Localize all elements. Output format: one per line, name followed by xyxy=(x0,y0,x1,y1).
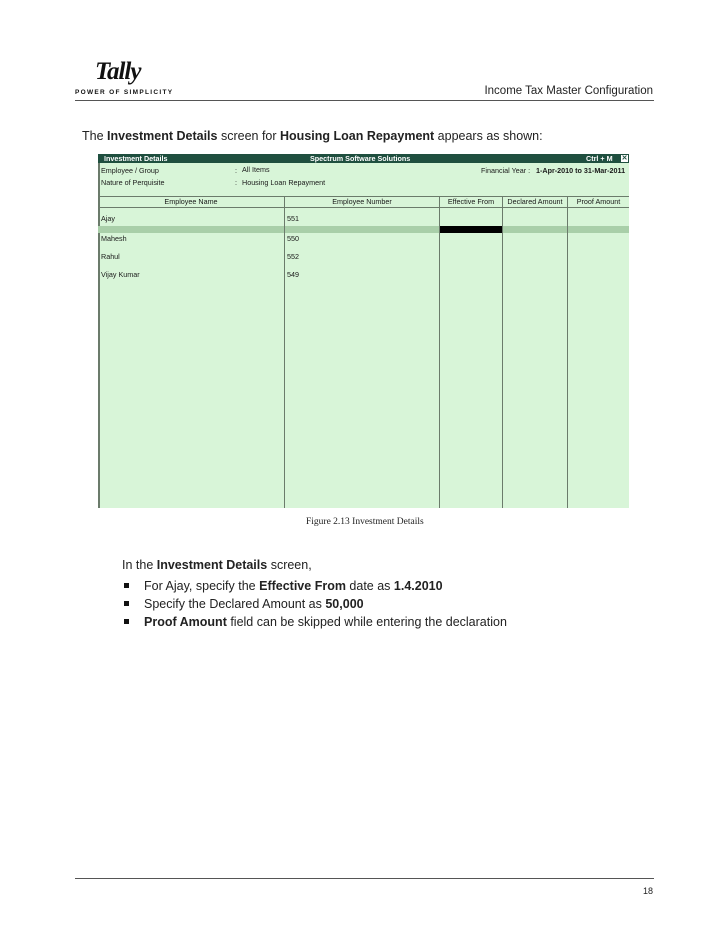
employee-group-label: Employee / Group xyxy=(101,166,159,175)
row-employee-number: 549 xyxy=(287,270,299,279)
colon: : xyxy=(235,178,237,187)
bullet-bold: 50,000 xyxy=(325,597,364,611)
lead-part: screen, xyxy=(267,558,312,572)
screen-left-border xyxy=(98,163,100,508)
row-employee-name[interactable]: Vijay Kumar xyxy=(101,270,140,279)
page-header-title: Income Tax Master Configuration xyxy=(484,85,653,97)
column-divider xyxy=(502,197,503,508)
colon: : xyxy=(235,166,237,175)
close-icon[interactable]: ✕ xyxy=(621,155,628,162)
bullet-icon xyxy=(124,583,129,588)
bullet-text: date as xyxy=(345,579,394,593)
bullet-icon xyxy=(124,619,129,624)
bullet-text: For Ajay, specify the xyxy=(144,579,260,593)
instructions-list xyxy=(122,577,507,631)
list-item xyxy=(122,595,507,613)
bullet-text: Specify the Declared Amount as xyxy=(144,597,326,611)
selected-row-highlight xyxy=(98,226,629,233)
row-employee-name[interactable]: Rahul xyxy=(101,252,120,261)
list-item xyxy=(122,613,507,631)
lead-bold: Investment Details xyxy=(156,558,268,572)
row-employee-number: 551 xyxy=(287,214,299,223)
column-header-declared-amount: Declared Amount xyxy=(507,197,563,206)
employee-group-value[interactable]: All Items xyxy=(242,165,270,174)
logo-word: Tally xyxy=(95,58,141,85)
perquisite-value: Housing Loan Repayment xyxy=(242,178,326,187)
row-employee-name[interactable]: Mahesh xyxy=(101,234,127,243)
intro-bold-screen: Investment Details xyxy=(107,129,218,143)
effective-from-cursor[interactable] xyxy=(440,226,502,233)
intro-part: screen for xyxy=(217,129,281,143)
row-employee-number: 552 xyxy=(287,252,299,261)
intro-bold-perquisite: Housing Loan Repayment xyxy=(280,129,435,143)
figure-caption: Figure 2.13 Investment Details xyxy=(306,517,424,527)
financial-year-label: Financial Year : xyxy=(481,166,531,175)
page-number: 18 xyxy=(642,886,653,896)
footer-rule xyxy=(75,878,654,879)
list-item xyxy=(122,577,507,595)
column-header-employee-name: Employee Name xyxy=(164,197,218,206)
column-divider xyxy=(567,197,568,508)
column-header-effective-from: Effective From xyxy=(447,197,495,206)
perquisite-label: Nature of Perquisite xyxy=(101,178,165,187)
row-employee-name[interactable]: Ajay xyxy=(101,214,115,223)
bullet-bold: Proof Amount xyxy=(144,615,227,629)
column-header-proof-amount: Proof Amount xyxy=(576,197,621,206)
column-header-bottom-line xyxy=(98,207,629,208)
bullet-bold: Effective From xyxy=(259,579,346,593)
logo-tagline: POWER OF SIMPLICITY xyxy=(75,89,174,96)
screen-titlebar xyxy=(98,154,629,163)
bullet-text: field can be skipped while entering the declaration xyxy=(226,615,507,629)
column-divider xyxy=(439,197,440,508)
screen-title: Investment Details xyxy=(104,154,168,163)
investment-details-screen xyxy=(98,154,629,508)
row-employee-number: 550 xyxy=(287,234,299,243)
intro-text xyxy=(82,129,543,143)
column-divider xyxy=(284,197,285,508)
company-name: Spectrum Software Solutions xyxy=(310,154,411,163)
financial-year-value: 1-Apr-2010 to 31-Mar-2011 xyxy=(536,166,626,175)
shortcut-label: Ctrl + M xyxy=(586,154,613,163)
tally-logo xyxy=(75,58,174,98)
intro-part: appears as shown: xyxy=(434,129,543,143)
header-rule xyxy=(75,100,654,101)
intro-part: The xyxy=(82,129,108,143)
bullet-icon xyxy=(124,601,129,606)
bullet-bold: 1.4.2010 xyxy=(393,579,443,593)
lead-part: In the xyxy=(122,558,157,572)
column-header-employee-number: Employee Number xyxy=(332,197,392,206)
instructions-lead xyxy=(122,558,312,572)
